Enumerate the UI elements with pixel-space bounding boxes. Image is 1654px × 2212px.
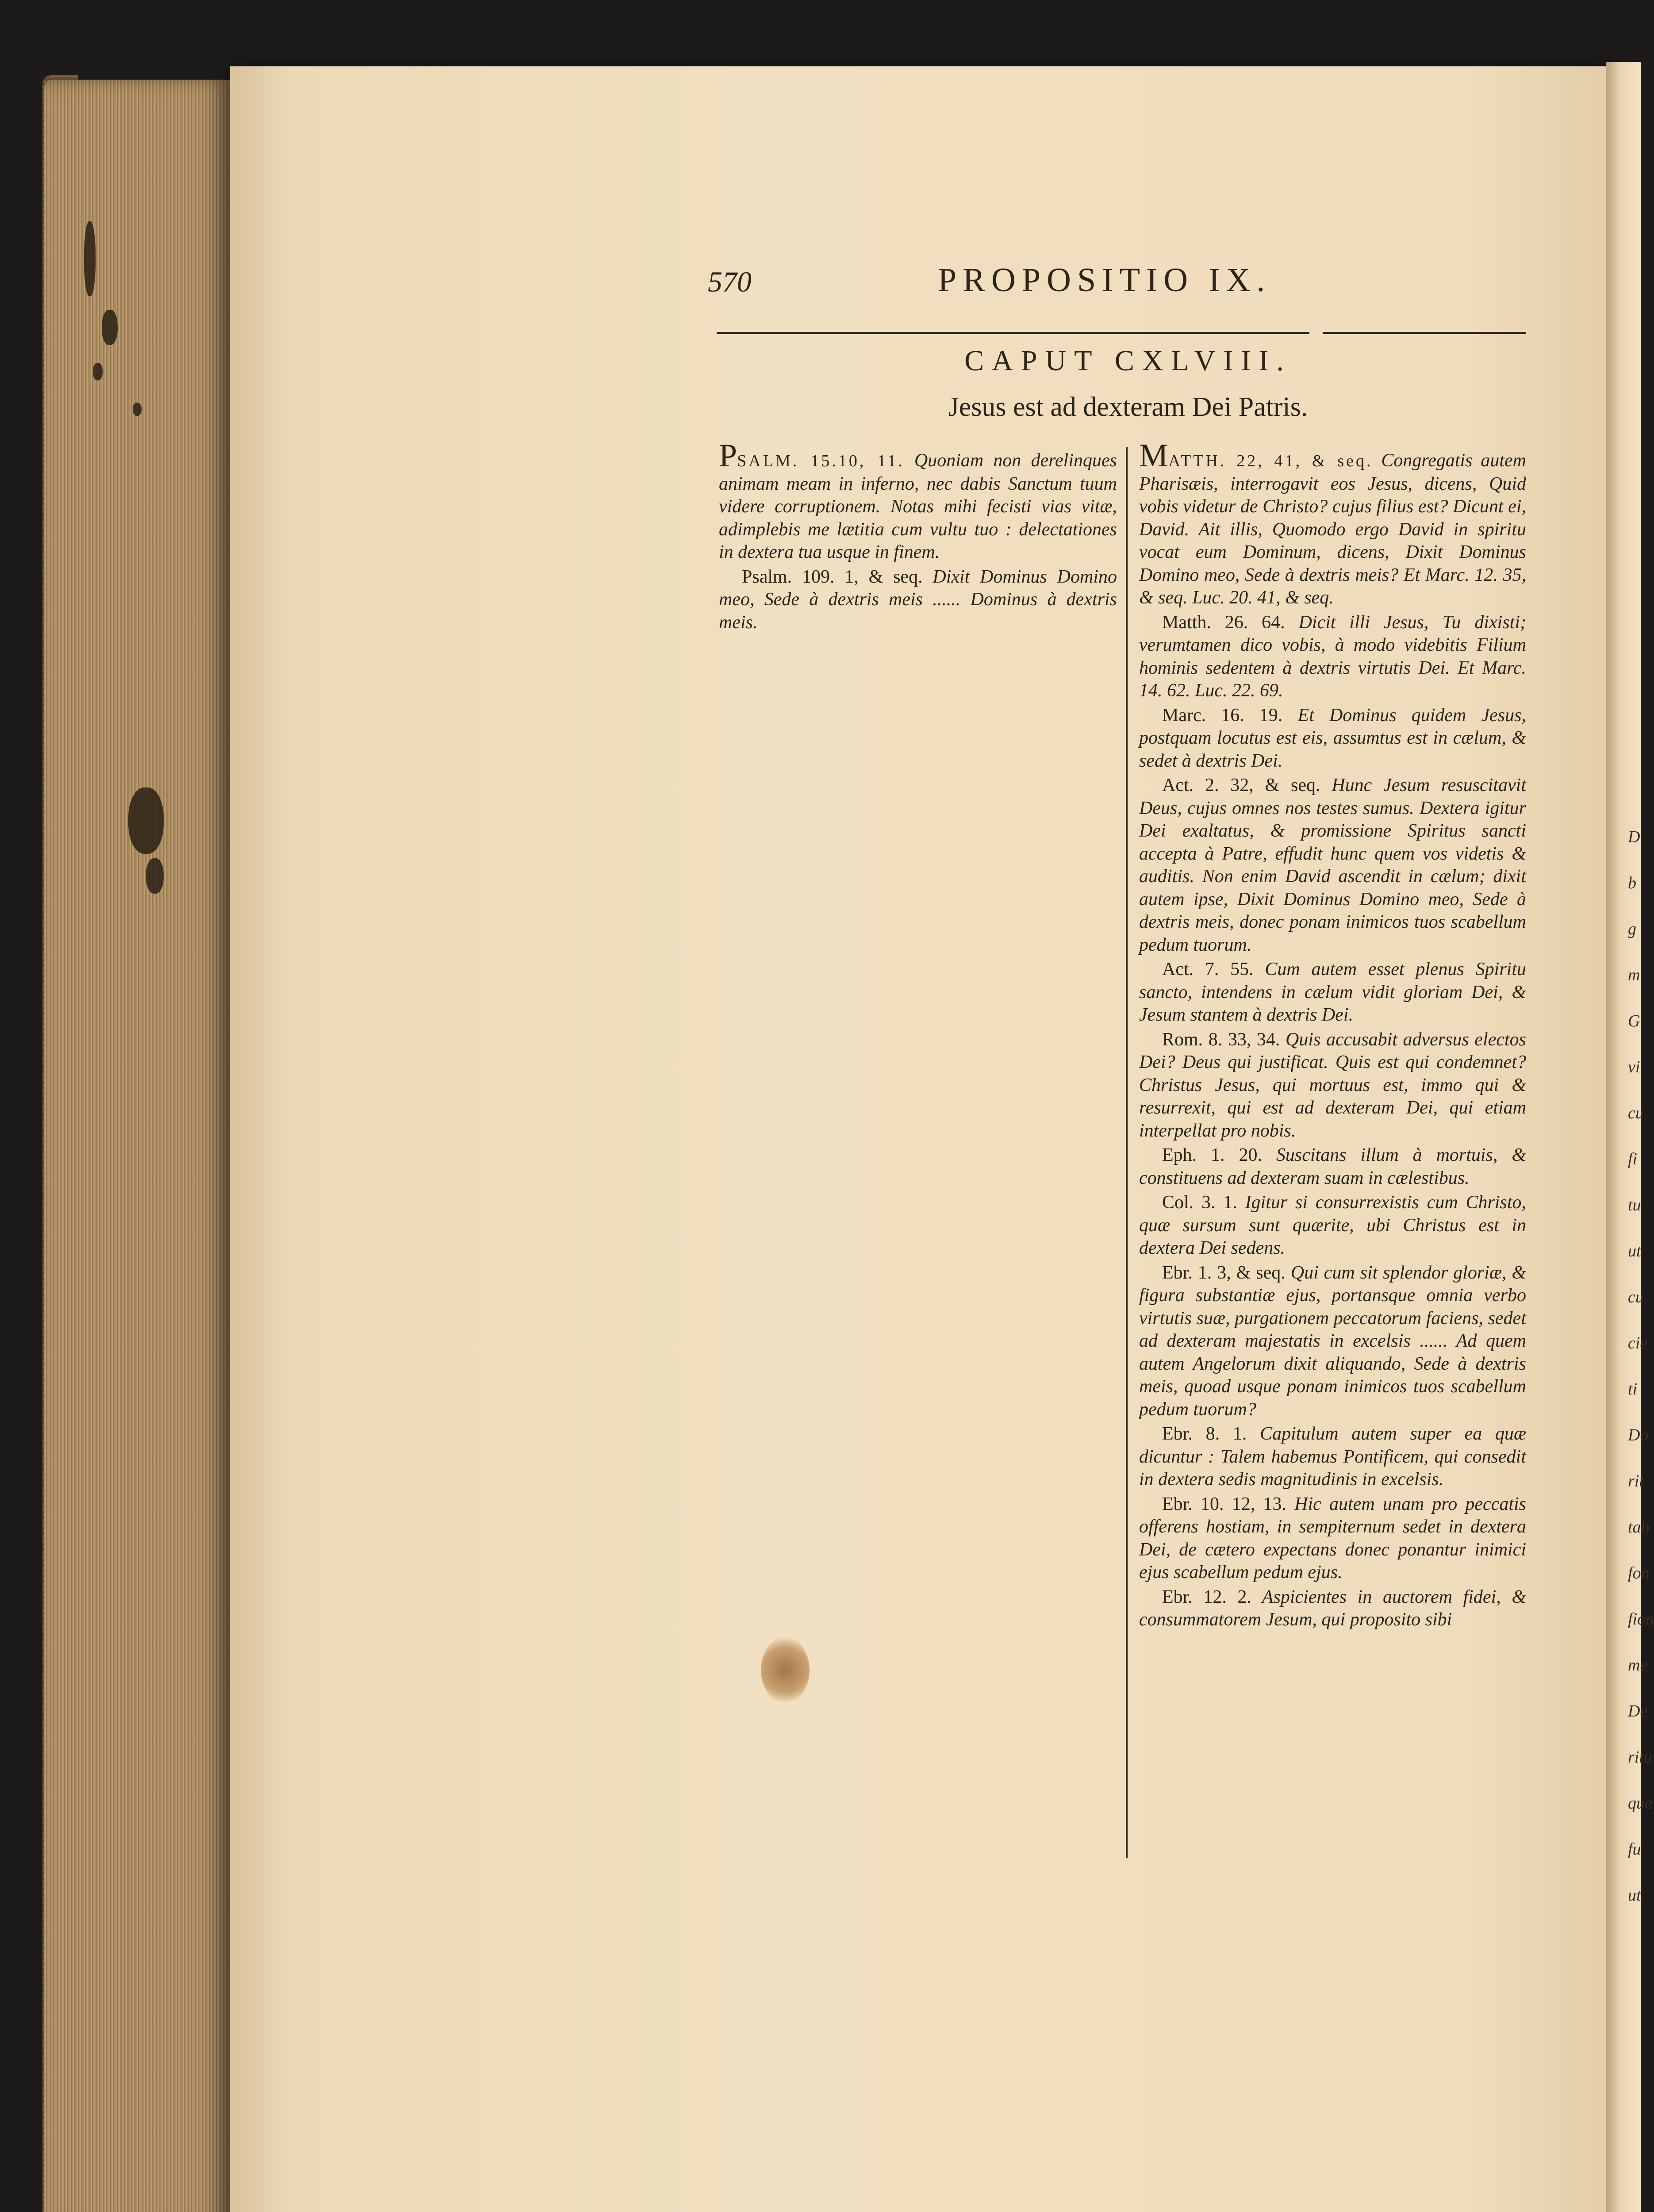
scripture-reference: Ebr. 8. 1. [1162, 1424, 1247, 1444]
scripture-text: Aspicientes in auctorem fidei, & consummatorem Jesum, qui proposito sibi [1139, 1586, 1526, 1630]
citation-paragraph [1139, 1144, 1526, 1190]
facing-page-fragment: ritu [1628, 1748, 1652, 1767]
facing-page-fragment: De [1628, 1702, 1648, 1720]
scripture-text: Dicit illi Jesus, Tu dixisti; verumtamen dico vobis, à modo videbitis Filium hominis sedentem à dextris virtutis Dei. Et Marc. 14. 62. Luc. 22. 69. [1139, 612, 1526, 701]
scripture-reference: Marc. 16. 19. [1162, 705, 1283, 726]
citation-paragraph [1139, 704, 1526, 773]
facing-page-fragment: que [1628, 1794, 1652, 1813]
facing-page-fragment: ut [1628, 1242, 1641, 1260]
scripture-text: Hunc Jesum resuscitavit Deus, cujus omnes nos testes sumus. Dextera igitur Dei exaltatus, & promissione Spiritus sancti accepta à Patre, effudit hunc quem vos videtis & auditis. Non enim David ascendit in cælum; dixit autem ipse, Dixit Dominus Domino meo, Sede à dextris meis, donec ponam inimicos tuos scabellum pedum tuorum. [1139, 775, 1526, 955]
facing-page-fragment: g [1628, 920, 1636, 938]
facing-page-fragment: tu [1628, 1196, 1641, 1214]
citation-paragraph [1139, 1493, 1526, 1584]
scripture-text: Quis accusabit adversus electos Dei? Deus qui justificat. Quis est qui condemnet? Christus Jesus, qui mortuus est, immo qui & resurrexit, qui est ad dexteram Dei, qui etiam interpellat pro nobis. [1139, 1029, 1527, 1141]
header-rule-right [1323, 332, 1526, 334]
scripture-reference: Act. 2. 32, & seq. [1162, 775, 1320, 795]
column-divider [1126, 447, 1128, 1858]
page-number: 570 [708, 266, 752, 298]
citation-paragraph [719, 566, 1117, 634]
facing-page-fragment: cie [1628, 1334, 1648, 1352]
scripture-reference: Ebr. 10. 12, 13. [1162, 1494, 1286, 1514]
drop-cap: P [719, 438, 737, 474]
scripture-text: Hic autem unam pro peccatis offerens hostiam, in sempiternum sedet in dextera Dei, de cætero expectans donec ponantur inimici ejus scabellum pedum ejus. [1139, 1494, 1527, 1582]
scripture-text: Qui cum sit splendor gloriæ, & figura substantiæ ejus, portansque omnia verbo virtutis suæ, purgationem peccatorum faciens, sedet ad dexteram majestatis in excelsis ...... Ad quem autem Angelorum dixit aliquando, Sede à dextris meis, quoad usque ponam inimicos tuos scabellum pedum tuorum? [1139, 1262, 1526, 1420]
facing-page-fragment: rit [1628, 1472, 1644, 1490]
scripture-text: Congregatis autem Pharisæis, interrogavit eos Jesus, dicens, Quid vobis videtur de Christo? cujus filius est? Dicunt ei, David. Ait illis, Quomodo ergo David in spiritu vocat eum Dominum, dicens, Dixit Dominus Domino meo, Sede à dextris meis? Et Marc. 12. 35, & seq. Luc. 20. 41, & seq. [1139, 450, 1527, 608]
facing-page-fragment: ut [1628, 1886, 1641, 1905]
facing-page-fragment: tab [1628, 1518, 1650, 1536]
scripture-reference: Col. 3. 1. [1162, 1192, 1237, 1213]
facing-page-fragment: fon [1628, 1564, 1650, 1582]
facing-page-fragment: fi [1628, 1150, 1638, 1168]
facing-page-fragment: vi [1628, 1058, 1640, 1076]
citation-paragraph [1139, 1262, 1526, 1421]
facing-page-fragment: me [1628, 1656, 1648, 1674]
citation-paragraph [1139, 1029, 1526, 1143]
facing-page-fragment: b [1628, 874, 1636, 892]
scripture-text: Suscitans illum à mortuis, & constituens ad dexteram suam in cælestibus. [1139, 1145, 1527, 1188]
chapter-title: CAPUT CXLVIII. [964, 345, 1292, 377]
facing-page-fragment: ti [1628, 1380, 1638, 1398]
facing-page-fragment: cu [1628, 1104, 1644, 1122]
facing-page-fragment: cu [1628, 1288, 1644, 1306]
left-column [719, 438, 1117, 636]
scripture-text: Cum autem esset plenus Spiritu sancto, intendens in cælum vidit gloriam Dei, & Jesum stantem à dextris Dei. [1139, 959, 1526, 1025]
book-page-edges [44, 80, 230, 2212]
facing-page-fragment: m [1628, 966, 1640, 984]
page-header [708, 261, 1336, 310]
scripture-reference: Ebr. 1. 3, & seq. [1162, 1262, 1286, 1283]
citation-paragraph [1139, 1586, 1526, 1632]
chapter-subtitle: Jesus est ad dexteram Dei Patris. [948, 392, 1308, 422]
citation-paragraph [1139, 1191, 1526, 1260]
facing-page-fragment: fu [1628, 1840, 1641, 1859]
scripture-text: Igitur si consurrexistis cum Christo, quæ sursum sunt quærite, ubi Christus est in dextera Dei sedens. [1139, 1192, 1527, 1258]
scripture-reference: SALM. 15.10, 11. [737, 452, 905, 470]
scripture-reference: Eph. 1. 20. [1162, 1145, 1262, 1165]
scripture-reference: Ebr. 12. 2. [1162, 1586, 1251, 1607]
right-column [1139, 438, 1527, 1633]
citation-paragraph [1139, 774, 1526, 956]
scripture-text: Et Dominus quidem Jesus, postquam locutus est eis, assumtus est in cælum, & sedet à dextris Dei. [1139, 705, 1526, 771]
citation-paragraph [719, 438, 1117, 564]
facing-page-fragment: G [1628, 1012, 1640, 1030]
citation-paragraph [1139, 958, 1526, 1027]
scripture-reference: Act. 7. 55. [1162, 959, 1254, 979]
citation-paragraph [1139, 611, 1526, 703]
facing-page-fragment: fion [1628, 1610, 1654, 1628]
citation-paragraph [1139, 1423, 1526, 1491]
header-rule [717, 332, 1309, 334]
facing-page-fragment: D [1628, 828, 1640, 846]
citation-paragraph [1139, 438, 1527, 610]
running-title: PROPOSITIO IX. [938, 261, 1271, 299]
scripture-text: Quoniam non derelinques animam meam in inferno, nec dabis Sanctum tuum videre corruptionem. Notas mihi fecisti vias vitæ, adimplebis me lætitia cum vultu tuo : delectationes in dextera tua usque in finem. [719, 450, 1117, 562]
scripture-text: Capitulum autem super ea quæ dicuntur : Talem habemus Pontificem, qui consedit in dextera sedis magnitudinis in excelsis. [1139, 1424, 1527, 1490]
drop-cap: M [1139, 438, 1168, 474]
scripture-reference: Psalm. 109. 1, & seq. [742, 566, 923, 587]
scripture-text: Dixit Dominus Domino meo, Sede à dextris meis ...... Dominus à dextris meis. [719, 566, 1117, 633]
scripture-reference: Rom. 8. 33, 34. [1162, 1029, 1280, 1050]
facing-page-fragment: Do [1628, 1426, 1649, 1444]
scripture-reference: Matth. 26. 64. [1162, 612, 1285, 633]
scripture-reference: ATTH. 22, 41, & seq. [1168, 452, 1373, 470]
